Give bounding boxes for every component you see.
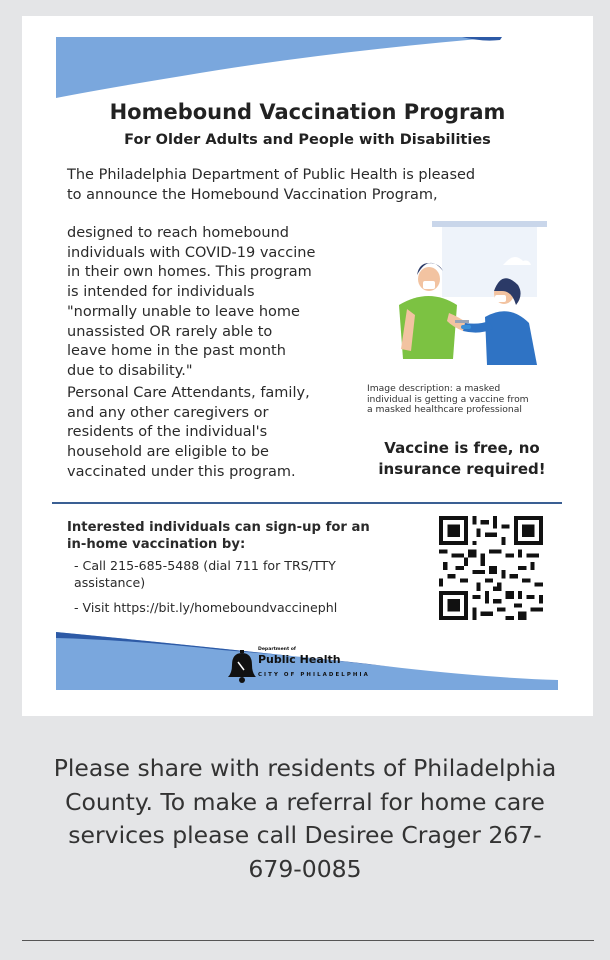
flyer-subtitle: For Older Adults and People with Disabilities: [124, 132, 491, 148]
logo-public-health: Public Health: [258, 653, 341, 666]
flyer-title: Homebound Vaccination Program: [109, 100, 506, 124]
contact-visit: - Visit https://bit.ly/homeboundvaccinephl: [74, 600, 338, 615]
top-wave-band: [22, 34, 593, 98]
vaccination-illustration: [377, 221, 547, 371]
intro-paragraph-wide: The Philadelphia Department of Public Health is pleased to announce the Homebound Vaccination Program,: [67, 167, 476, 203]
logo-city: CITY OF PHILADELPHIA: [258, 672, 370, 678]
bottom-divider: [22, 940, 594, 941]
logo-department-of: Department of: [258, 647, 296, 652]
section-divider: [52, 502, 562, 504]
image-description: Image description: a masked individual is getting a vaccine from a masked healthcare professional: [367, 383, 529, 415]
signup-heading: Interested individuals can sign-up for an in-home vaccination by:: [67, 520, 370, 552]
contact-call: - Call 215-685-5488 (dial 711 for TRS/TTY assistance): [74, 558, 336, 590]
free-notice: Vaccine is free, no insurance required!: [378, 439, 546, 478]
qr-code-icon[interactable]: [439, 516, 543, 620]
flyer: [22, 16, 593, 716]
liberty-bell-icon: [226, 648, 256, 684]
share-message: Please share with residents of Philadelphia County. To make a referral for home care services please call Desiree Crager 267- 679-0085: [53, 754, 557, 883]
intro-paragraph-narrow: designed to reach homebound individuals with COVID-19 vaccine in their own homes. This program is intended for individuals "normally unable to leave home unassisted OR rarely able to leave home in the past month due to disability.": [67, 225, 316, 379]
caregivers-paragraph: Personal Care Attendants, family, and any other caregivers or residents of the individual's household are eligible to be vaccinated under this program.: [67, 385, 310, 480]
